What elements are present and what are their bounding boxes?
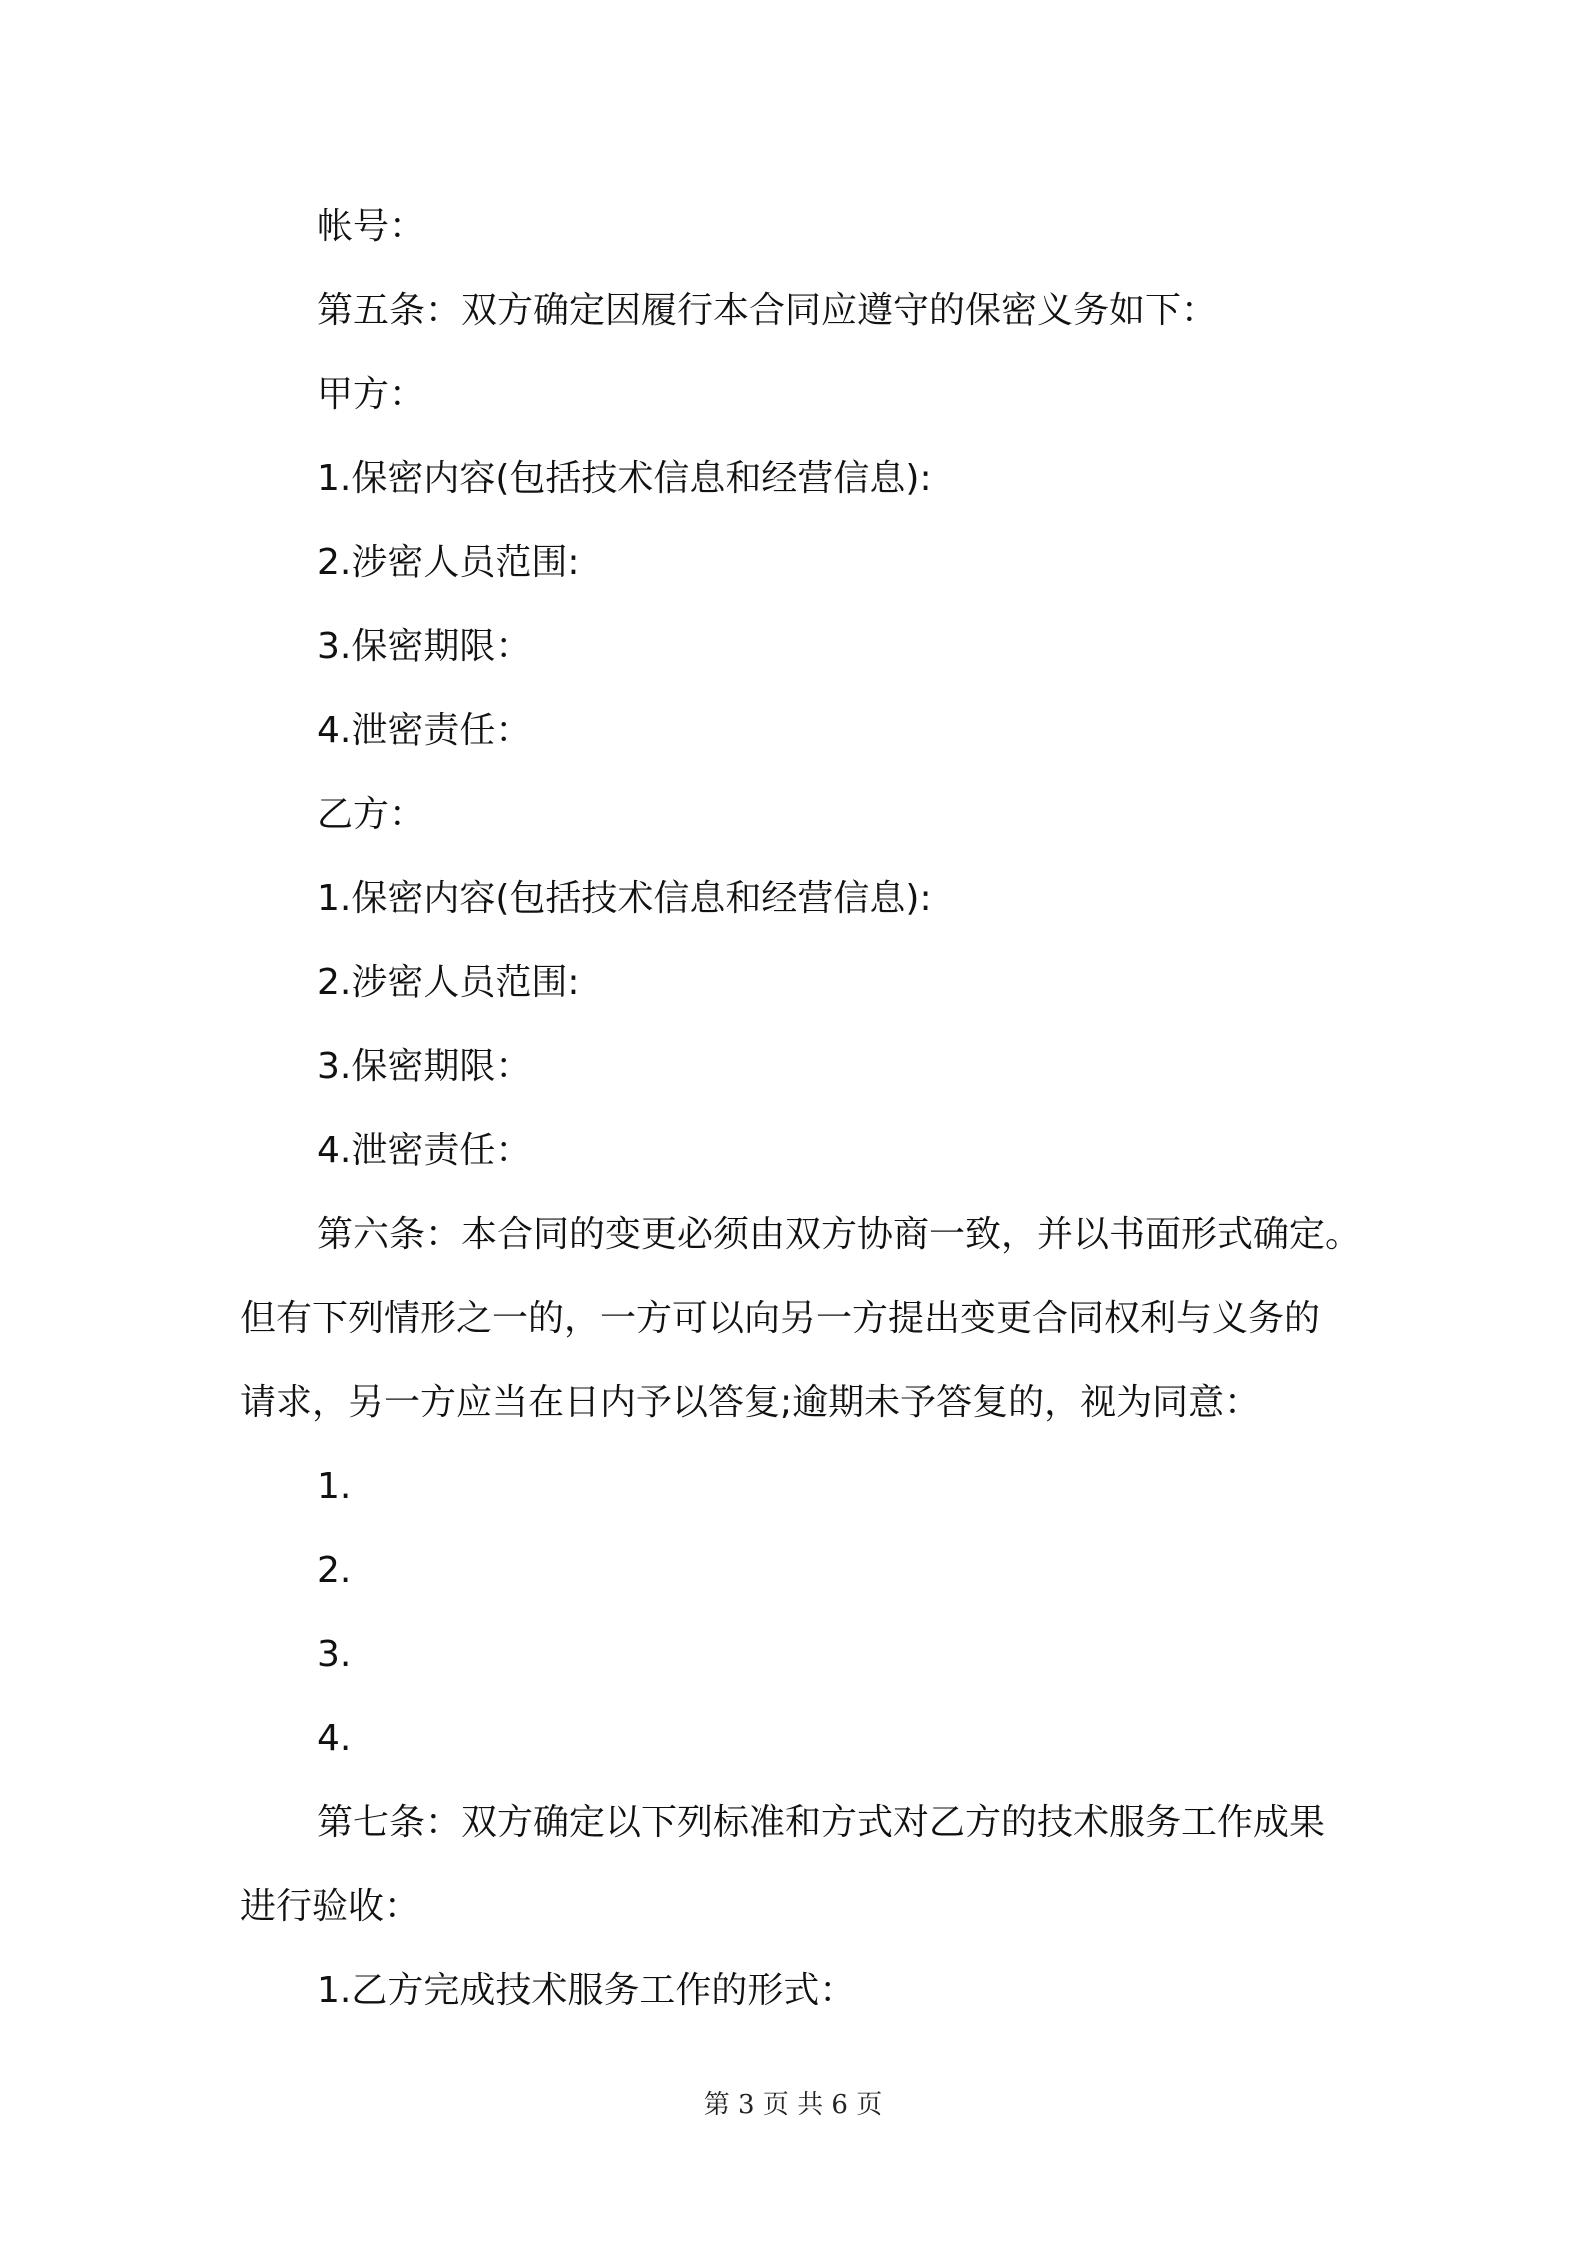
party-a-item-3: 3.保密期限： [317,626,532,667]
party-a-item-2: 2.涉密人员范围: [317,542,580,583]
party-a-item-1: 1.保密内容(包括技术信息和经营信息): [317,458,932,499]
article-6-item-2: 2. [317,1550,352,1591]
party-b-item-1: 1.保密内容(包括技术信息和经营信息): [317,878,932,919]
article-6-line-2: 但有下列情形之一的，一方可以向另一方提出变更合同权利与义务的 [240,1298,1321,1339]
party-b-item-4: 4.泄密责任： [317,1130,532,1171]
page-number-footer: 第 3 页 共 6 页 [703,2090,883,2120]
party-b-item-2: 2.涉密人员范围: [317,962,580,1003]
article-7-line-2: 进行验收： [240,1886,421,1927]
article-7-item-1: 1.乙方完成技术服务工作的形式： [317,1970,856,2011]
article-6-line-3: 请求，另一方应当在日内予以答复;逾期未予答复的，视为同意： [240,1382,1261,1423]
article-6-line-1: 第六条：本合同的变更必须由双方协商一致，并以书面形式确定。 [317,1214,1362,1255]
party-a-item-4: 4.泄密责任： [317,710,532,751]
article-6-item-3: 3. [317,1634,352,1675]
article-6-item-4: 4. [317,1718,352,1759]
party-b-item-3: 3.保密期限： [317,1046,532,1087]
party-a-label: 甲方： [317,374,426,415]
article-7-line-1: 第七条：双方确定以下列标准和方式对乙方的技术服务工作成果 [317,1802,1326,1843]
article-5-heading: 第五条：双方确定因履行本合同应遵守的保密义务如下： [317,290,1218,331]
party-b-label: 乙方： [317,794,426,835]
article-6-item-1: 1. [317,1466,352,1507]
account-line: 帐号： [317,206,426,247]
